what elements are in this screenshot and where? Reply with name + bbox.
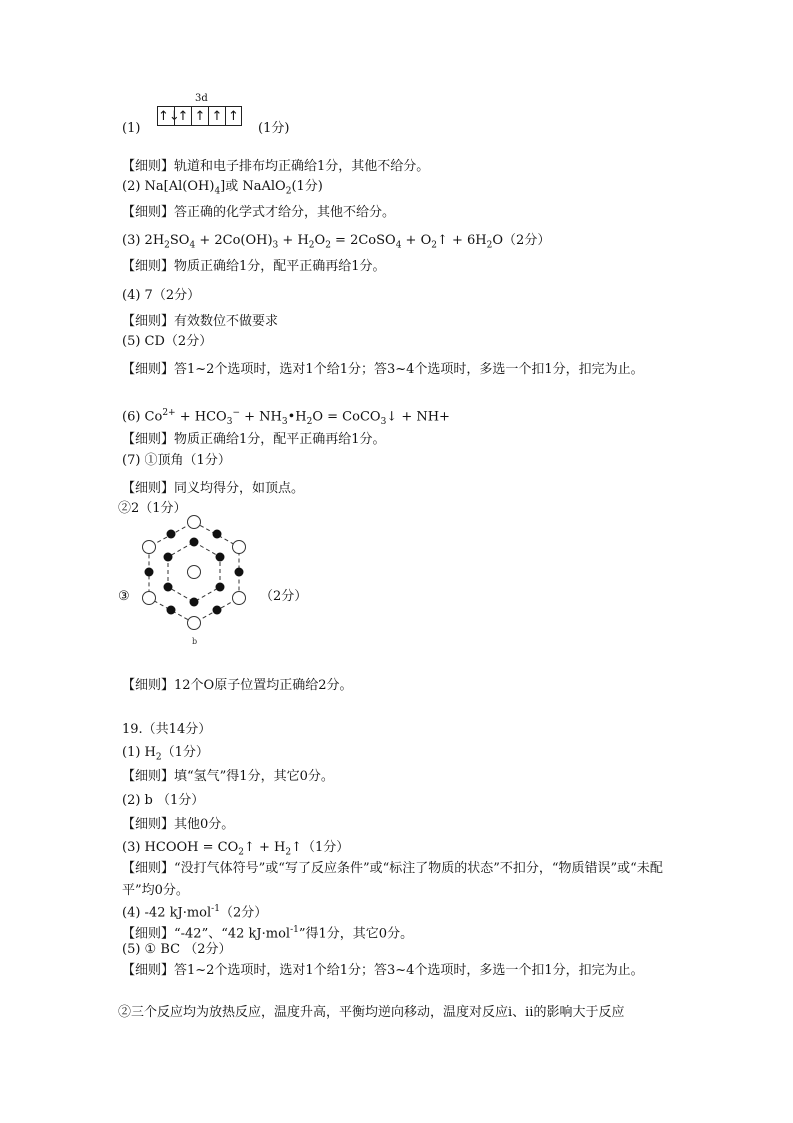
diagram-label: b xyxy=(192,637,198,646)
filled-atom xyxy=(145,568,154,577)
orbital-box: ↑ xyxy=(208,106,225,126)
hollow-atom xyxy=(188,617,201,630)
q19-rule-2: 【细则】其他0分。 xyxy=(122,817,235,832)
orbital-box: ↑↓ xyxy=(157,106,174,126)
q3-rule: 【细则】物质正确给1分，配平正确再给1分。 xyxy=(122,259,386,274)
filled-atom xyxy=(167,606,176,615)
q2-answer: (2) $Na[Al(OH)_4]$或 NaAlO$_2$(1分) xyxy=(122,179,323,197)
filled-atom xyxy=(213,606,222,615)
filled-atom xyxy=(190,598,199,607)
filled-atom xyxy=(164,553,173,562)
q1-rule: 【细则】轨道和电子排布均正确给1分，其他不给分。 xyxy=(122,159,430,174)
q7-answer-2: ②2（1分） xyxy=(118,501,187,516)
filled-atom xyxy=(164,583,173,592)
q19-header: 19.（共14分） xyxy=(122,722,212,737)
q7-answer-1: (7) ①顶角（1分） xyxy=(122,453,231,468)
q19-answer-3: (3) HCOOH = $CO_2↑$ + $H_2↑(1$分） xyxy=(122,840,350,858)
q19-rule-5: 【细则】答1~2个选项时，选对1个给1分；答3~4个选项时，多选一个扣1分，扣完为止。 xyxy=(122,963,644,978)
crystal-structure-diagram xyxy=(138,513,260,653)
orbital-box: ↑ xyxy=(191,106,208,126)
q3-equation: (3) $2H_2SO_4 + 2Co(OH)_3 + H_2O_2$ = 2CoSO$_4$ + $O_2↑ + 6H_2O(2$分） xyxy=(122,233,551,251)
orbital-diagram xyxy=(157,106,242,126)
q5-answer: (5) CD（2分） xyxy=(122,334,213,349)
orbital-box: ↑ xyxy=(225,106,242,126)
q19-answer-5b: ②三个反应均为放热反应，温度升高，平衡均逆向移动，温度对反应ⅰ、ⅱ的影响大于反应 xyxy=(118,1005,625,1020)
q2-rule: 【细则】答正确的化学式才给分，其他不给分。 xyxy=(122,205,396,220)
q4-answer: (4) 7（2分） xyxy=(122,288,201,303)
q7-rule-2: 【细则】12个O原子位置均正确给2分。 xyxy=(122,678,353,693)
center-atom xyxy=(188,566,201,579)
filled-atom xyxy=(216,553,225,562)
q19-rule-4: 【细则】“-42”、“42 kJ·mol$^{-1}$”得1分，其它0分。 xyxy=(122,925,414,942)
filled-atom xyxy=(235,568,244,577)
q19-answer-1: (1) $H_2(1$分） xyxy=(122,745,209,763)
filled-atom xyxy=(190,538,199,547)
hollow-atom xyxy=(233,541,246,554)
q6-equation: (6) $Co^{2+} + HCO_3^-$ + $NH_3•H_2O$ = CoCO$_3$↓ + NH+ xyxy=(122,408,450,427)
filled-atom xyxy=(167,530,176,539)
q19-answer-4: (4) -42 kJ·mol$^{-1}$（2分） xyxy=(122,904,268,921)
q19-rule-3: 【细则】“没打气体符号”或“写了反应条件”或“标注了物质的状态”不扣分，“物质错误”或“未配平”均0分。 xyxy=(122,861,663,898)
hollow-atom xyxy=(188,516,201,529)
hollow-atom xyxy=(233,592,246,605)
q19-answer-2: (2) b （1分） xyxy=(122,793,205,808)
hollow-atom xyxy=(143,541,156,554)
q19-rule-1: 【细则】填“氢气”得1分，其它0分。 xyxy=(122,769,334,784)
q7-answer-3-number: ③ xyxy=(118,589,130,604)
q19-answer-5: (5) ① BC （2分） xyxy=(122,942,232,957)
q7-rule-1: 【细则】同义均得分，如顶点。 xyxy=(122,481,305,496)
q7-answer-3-score: （2分） xyxy=(260,589,308,604)
filled-atom xyxy=(213,530,222,539)
q5-rule: 【细则】答1~2个选项时，选对1个给1分；答3~4个选项时，多选一个扣1分，扣完为止。 xyxy=(122,362,644,377)
q1-number: (1) xyxy=(122,121,141,136)
hollow-atom xyxy=(143,592,156,605)
filled-atom xyxy=(216,583,225,592)
orbital-box: ↑ xyxy=(174,106,191,126)
q1-score: (1分) xyxy=(258,121,290,136)
orbital-label: 3d xyxy=(195,93,208,104)
q6-rule: 【细则】物质正确给1分，配平正确再给1分。 xyxy=(122,432,386,447)
q4-rule: 【细则】有效数位不做要求 xyxy=(122,314,279,329)
